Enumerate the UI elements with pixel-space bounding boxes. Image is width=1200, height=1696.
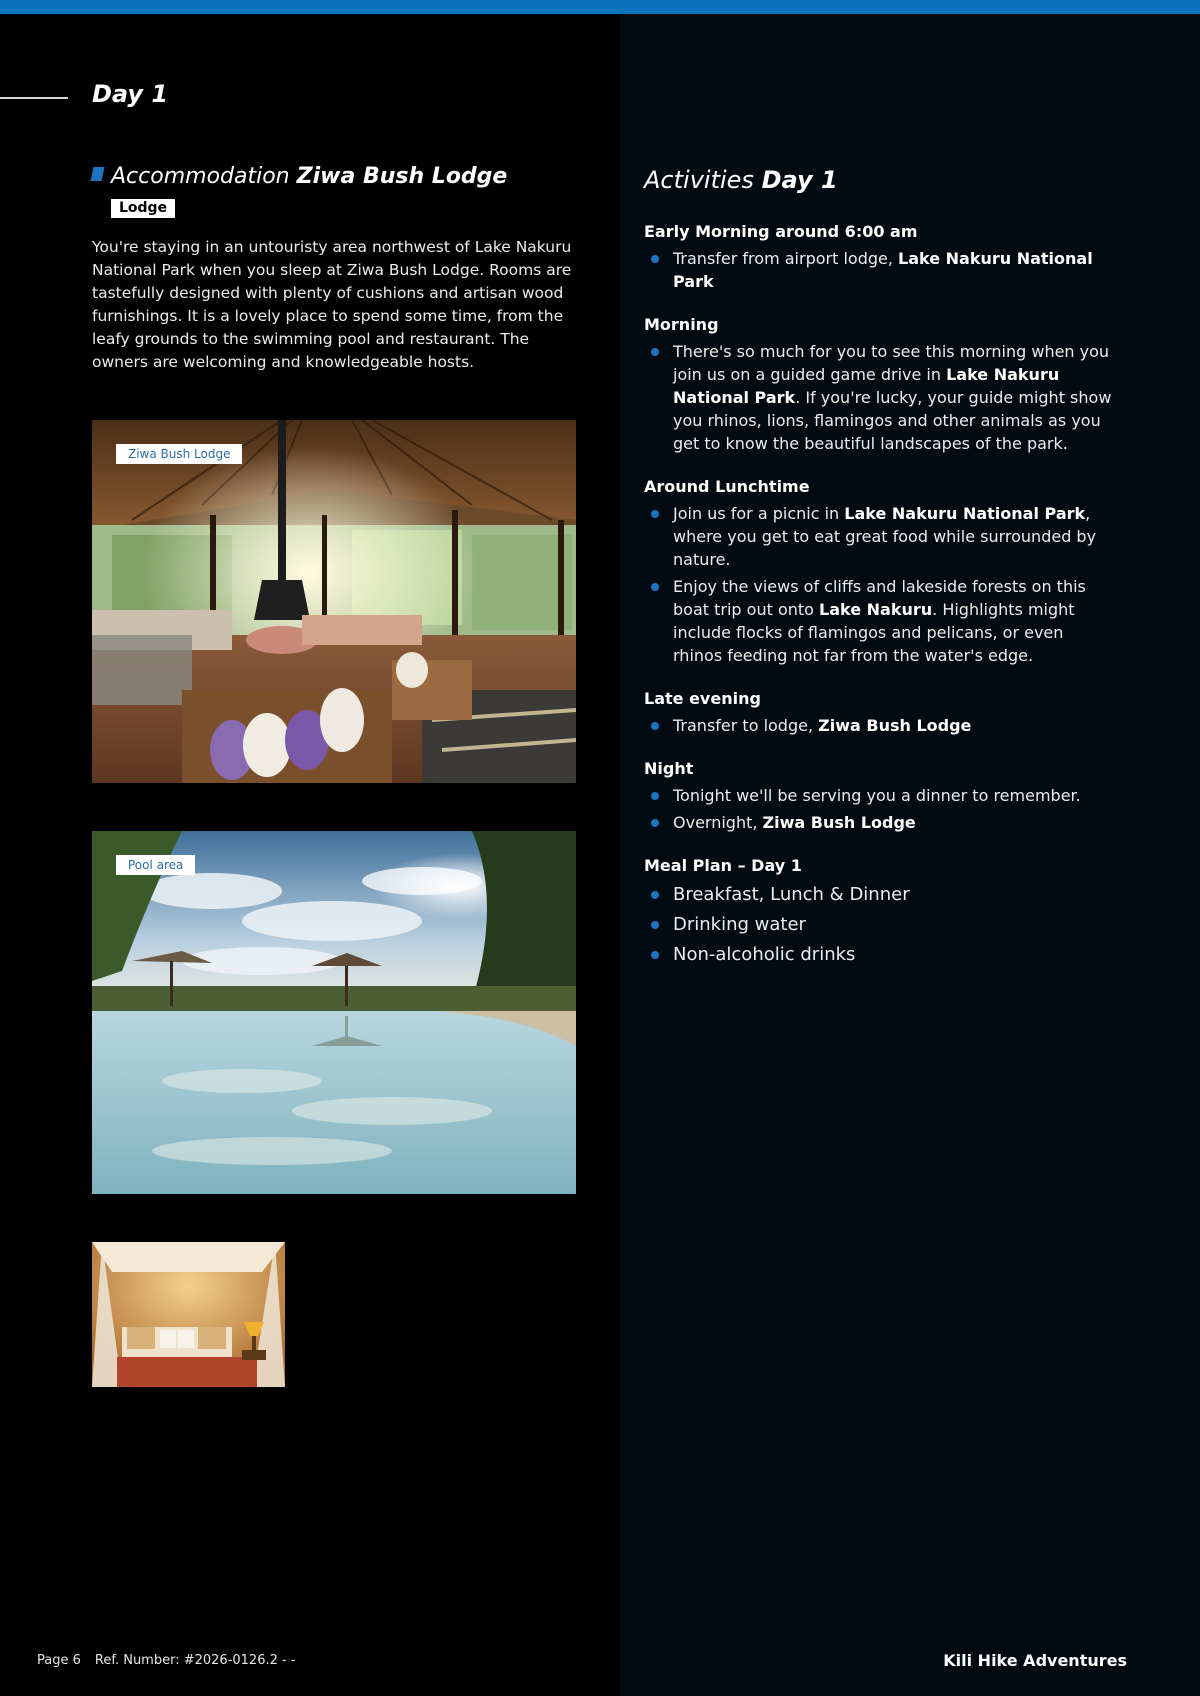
bullet-icon — [651, 819, 659, 827]
activity-text: Enjoy the views of cliffs and lakeside forests on this boat trip out onto — [673, 577, 1086, 619]
period-early-morning — [644, 222, 1114, 293]
period-heading: Morning — [644, 315, 719, 334]
activity-text: There's so much for you to see this morning when you join us on a guided game drive in — [673, 342, 1110, 384]
bullet-icon — [651, 583, 659, 591]
company-name: Kili Hike Adventures — [943, 1651, 1127, 1670]
activity-item — [644, 811, 1114, 834]
bullet-icon — [651, 792, 659, 800]
day-title: Day 1 — [92, 80, 169, 108]
bedroom-photo — [92, 1242, 285, 1387]
bullet-icon — [651, 348, 659, 356]
activities-title-day: Day 1 — [761, 166, 838, 194]
accommodation-heading-prefix: Accommodation — [111, 164, 290, 189]
meal-item-text: Breakfast, Lunch & Dinner — [673, 884, 910, 905]
period-heading: Early Morning around 6:00 am — [644, 222, 918, 241]
meal-item — [644, 941, 1114, 969]
accommodation-name: Ziwa Bush Lodge — [296, 164, 508, 189]
period-heading: Late evening — [644, 689, 761, 708]
photo-label-lodge: Ziwa Bush Lodge — [116, 444, 242, 464]
flag-icon — [91, 167, 105, 181]
activity-item — [644, 575, 1114, 667]
meal-item-text: Non-alcoholic drinks — [673, 944, 856, 965]
activity-text: Transfer from airport lodge, — [673, 249, 899, 268]
activity-text: Tonight we'll be serving you a dinner to remember. — [673, 786, 1081, 805]
bullet-icon — [651, 951, 659, 959]
bullet-icon — [651, 255, 659, 263]
activity-place: Lake Nakuru — [819, 600, 933, 619]
activities-title — [644, 166, 838, 194]
activity-text: Join us for a picnic in — [673, 504, 845, 523]
period-heading: Around Lunchtime — [644, 477, 810, 496]
activity-place: Ziwa Bush Lodge — [762, 813, 916, 832]
activity-text-rest: . If you're lucky, your guide might show you rhinos, lions, flamingos and other animals as you get to know the beautiful landscapes of the park. — [673, 388, 1112, 453]
activity-item — [644, 502, 1114, 571]
activity-text-rest: . Highlights might include flocks of flamingos and pelicans, or even rhinos feeding not far from the water's edge. — [673, 600, 1075, 665]
activity-place: Lake Nakuru National Park — [673, 249, 1093, 291]
activity-item — [644, 340, 1114, 455]
activity-item — [644, 247, 1114, 293]
meal-item — [644, 881, 1114, 909]
activity-text: Transfer to lodge, — [673, 716, 819, 735]
top-accent-bar — [0, 0, 1200, 14]
period-morning — [644, 315, 1114, 455]
meal-plan-heading: Meal Plan – Day 1 — [644, 856, 802, 875]
reference-number: Ref. Number: #2026-0126.2 - - — [94, 1653, 296, 1668]
activity-text: Overnight, — [673, 813, 763, 832]
activity-text-rest: , where you get to eat great food while surrounded by nature. — [673, 504, 1097, 569]
accommodation-heading — [92, 164, 507, 189]
period-heading: Night — [644, 759, 694, 778]
activity-place: Lake Nakuru National Park — [673, 365, 1060, 407]
activities-list — [644, 222, 1114, 971]
footer-left — [37, 1653, 296, 1668]
bullet-icon — [651, 722, 659, 730]
page-number: Page 6 — [37, 1653, 81, 1668]
activity-item — [644, 714, 1114, 737]
period-night — [644, 759, 1114, 834]
lodge-lounge-photo — [92, 420, 576, 783]
activity-item — [644, 784, 1114, 807]
period-lunchtime — [644, 477, 1114, 667]
bullet-icon — [651, 510, 659, 518]
meal-plan — [644, 856, 1114, 969]
activity-place: Ziwa Bush Lodge — [818, 716, 972, 735]
period-late-evening — [644, 689, 1114, 737]
activities-title-prefix: Activities — [644, 166, 754, 194]
accommodation-description: You're staying in an untouristy area northwest of Lake Nakuru National Park when you sleep at Ziwa Bush Lodge. Rooms are tastefully designed with plenty of cushions and artisan wood furnishings. It is a lovely place to spend some time, from the leafy grounds to the swimming pool and restaurant. The owners are welcoming and knowledgeable hosts. — [92, 238, 572, 371]
activity-place: Lake Nakuru National Park — [844, 504, 1086, 523]
lodge-type-tag: Lodge — [111, 199, 175, 218]
day-rule — [0, 97, 68, 99]
meal-item-text: Drinking water — [673, 914, 806, 935]
bullet-icon — [651, 921, 659, 929]
bullet-icon — [651, 891, 659, 899]
photo-label-pool: Pool area — [116, 855, 195, 875]
meal-item — [644, 911, 1114, 939]
pool-area-photo — [92, 831, 576, 1194]
